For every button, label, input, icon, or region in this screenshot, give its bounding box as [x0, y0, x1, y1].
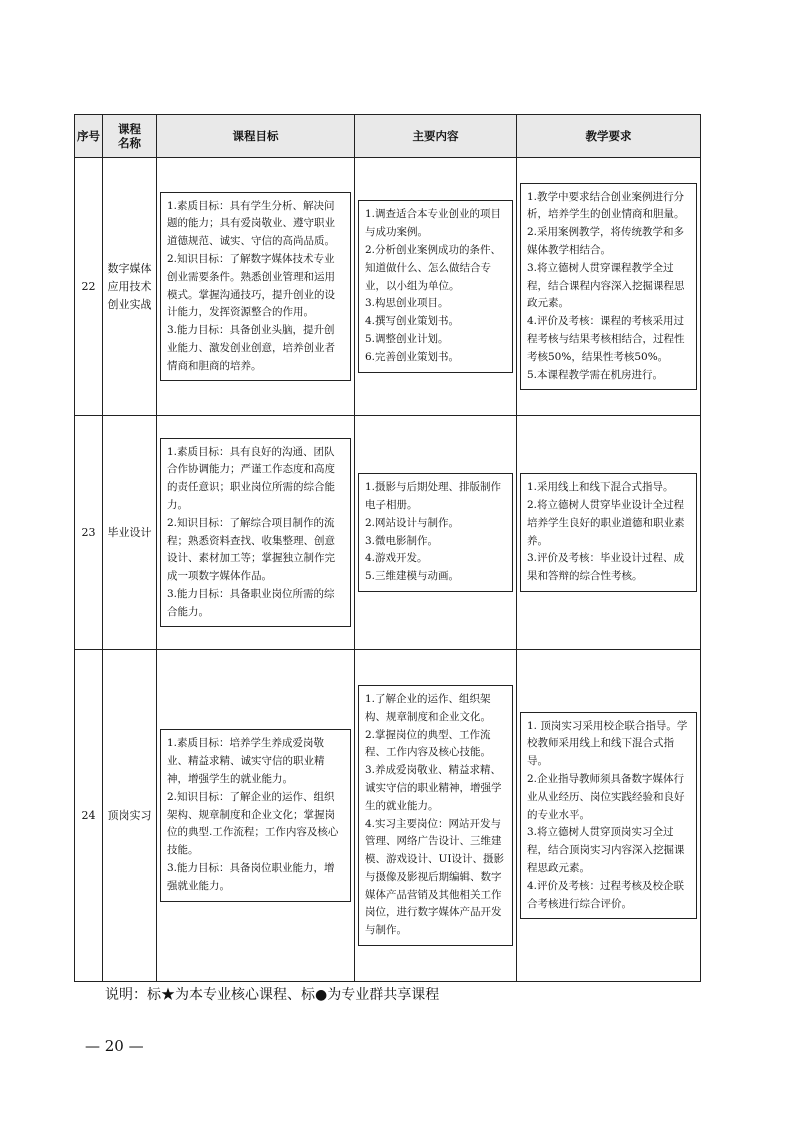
- table-header-row: [75, 115, 701, 158]
- content-item: 2.掌握岗位的典型、工作流程、工作内容及核心技能。: [365, 728, 491, 759]
- course-goal-cell: [157, 158, 355, 416]
- header-course-name: 课程名称: [103, 115, 157, 158]
- goal-item: 1.素质目标：具有学生分析、解决问题的能力；具有爱岗敬业、遵守职业道德规范、诚实、守信的高尚品质。: [167, 199, 335, 248]
- requirement-item: 3.将立德树人贯穿顶岗实习全过程，结合顶岗实习内容深入挖掘课程思政元素。: [527, 826, 685, 874]
- goal-item: 2.知识目标：了解企业的运作、组织架构、规章制度和企业文化；掌握岗位的典型.工作流程；工作内容及核心技能。: [167, 790, 339, 857]
- content-item: 5.调整创业计划。: [365, 332, 449, 345]
- content-item: 3.养成爱岗敬业、精益求精、诚实守信的职业精神，增强学生的就业能力。: [365, 764, 502, 812]
- main-content-box: [358, 473, 513, 592]
- header-seq: 序号: [75, 115, 103, 158]
- course-table: [74, 114, 701, 982]
- content-item: 1.摄影与后期处理、排版制作电子相册。: [365, 481, 502, 511]
- requirement-item: 1.采用线上和线下混合式指导。: [527, 481, 674, 494]
- course-goal-box: [160, 438, 351, 628]
- requirement-item: 3.评价及考核：毕业设计过程、成果和答辩的综合性考核。: [527, 552, 685, 583]
- course-name: 顶岗实习: [103, 650, 157, 982]
- row-number: 23: [75, 416, 103, 650]
- requirement-item: 2.采用案例教学，将传统教学和多媒体教学相结合。: [527, 226, 685, 256]
- course-goal-cell: [157, 650, 355, 982]
- teaching-requirement-box: [520, 473, 697, 592]
- teaching-requirement-cell: [517, 416, 701, 650]
- header-main-content: 主要内容: [355, 115, 517, 158]
- row-number: 22: [75, 158, 103, 416]
- table-note: 说明：标★为本专业核心课程、标●为专业群共享课程: [105, 987, 440, 1003]
- requirement-item: 3.将立德树人贯穿课程教学全过程，结合课程内容深入挖掘课程思政元素。: [527, 261, 685, 310]
- requirement-item: 1. 顶岗实习采用校企联合指导。学校教师采用线上和线下混合式指导。: [527, 719, 688, 768]
- content-item: 3.构思创业项目。: [365, 297, 449, 310]
- requirement-item: 2.企业指导教师须具备数字媒体行业从业经历、岗位实践经验和良好的专业水平。: [527, 773, 685, 821]
- requirement-item: 2.将立德树人贯穿毕业设计全过程培养学生良好的职业道德和职业素养。: [527, 498, 685, 547]
- teaching-requirement-box: [520, 712, 697, 920]
- main-content-cell: [355, 416, 517, 650]
- teaching-requirement-cell: [517, 158, 701, 416]
- goal-item: 2.知识目标：了解数字媒体技术专业创业需要条件。熟悉创业管理和运用模式。掌握沟通技巧，提升创业的设计能力，发挥资源整合的作用。: [167, 252, 335, 319]
- goal-item: 3.能力目标：具备岗位职业能力，增强就业能力。: [167, 861, 335, 892]
- row-number: 24: [75, 650, 103, 982]
- requirement-item: 1.教学中要求结合创业案例进行分析，培养学生的创业情商和胆量。: [527, 190, 685, 221]
- content-item: 4.撰写创业策划书。: [365, 315, 460, 328]
- content-item: 2.分析创业案例成功的条件、知道做什么、怎么做结合专业，以小组为单位。: [365, 244, 502, 292]
- table-row: [75, 158, 701, 416]
- course-name: 毕业设计: [103, 416, 157, 650]
- course-name: 数字媒体应用技术创业实战: [103, 158, 157, 416]
- content-item: 2.网站设计与制作。: [365, 516, 460, 529]
- requirement-item: 4.评价及考核：过程考核及校企联合考核进行综合评价。: [527, 879, 685, 910]
- main-content-cell: [355, 158, 517, 416]
- table-row: [75, 650, 701, 982]
- goal-item: 1.素质目标：培养学生养成爱岗敬业、精益求精、诚实守信的职业精神，增强学生的就业能力。: [167, 737, 325, 785]
- main-content-box: [358, 685, 513, 946]
- course-goal-box: [160, 192, 351, 382]
- content-item: 4.实习主要岗位：网站开发与管理、网络广告设计、三维建模、游戏设计、UI设计、摄影与摄像及影视后期编辑、数字媒体产品营销及其他相关工作岗位，进行数字媒体产品开发与制作。: [365, 817, 504, 937]
- content-item: 4.游戏开发。: [365, 552, 428, 565]
- header-course-goal: 课程目标: [157, 115, 355, 158]
- content-item: 5.三维建模与动画。: [365, 570, 460, 583]
- header-teaching-requirement: 教学要求: [517, 115, 701, 158]
- main-content-box: [358, 200, 513, 372]
- goal-item: 2.知识目标：了解综合项目制作的流程；熟悉资料查找、收集整理、创意设计、素材加工等；掌握独立制作完成一项数字媒体作品。: [167, 516, 335, 583]
- course-goal-cell: [157, 416, 355, 650]
- content-item: 3.微电影制作。: [365, 534, 439, 547]
- course-goal-box: [160, 729, 351, 901]
- table-row: [75, 416, 701, 650]
- teaching-requirement-box: [520, 183, 697, 391]
- page-number: — 20 —: [85, 1037, 144, 1055]
- requirement-item: 5.本课程教学需在机房进行。: [527, 368, 664, 381]
- content-item: 1.了解企业的运作、组织架构、规章制度和企业文化。: [365, 692, 491, 723]
- teaching-requirement-cell: [517, 650, 701, 982]
- main-content-cell: [355, 650, 517, 982]
- content-item: 1.调查适合本专业创业的项目与成功案例。: [365, 208, 502, 239]
- goal-item: 1.素质目标：具有良好的沟通、团队合作协调能力；严谨工作态度和高度的责任意识；职业岗位所需的综合能力。: [167, 445, 335, 511]
- goal-item: 3.能力目标：具备职业岗位所需的综合能力。: [167, 587, 335, 618]
- requirement-item: 4.评价及考核：课程的考核采用过程考核与结果考核相结合，过程性考核50%，结果性考核50%。: [527, 315, 685, 363]
- goal-item: 3.能力目标：具备创业头脑，提升创业能力、激发创业创意，培养创业者情商和胆商的培养。: [167, 324, 335, 372]
- content-item: 6.完善创业策划书。: [365, 350, 460, 363]
